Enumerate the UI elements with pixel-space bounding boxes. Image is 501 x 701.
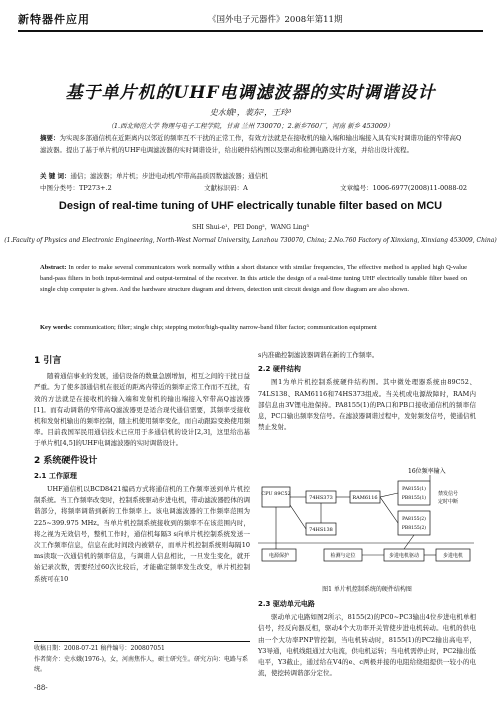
io2-a-label: PA8155(2)	[402, 517, 426, 522]
article-number: 文章编号：1006-6977(2008)11-0088-02	[340, 184, 467, 192]
abstract-cn-label: 摘要：	[40, 134, 60, 142]
keywords-en-label: Key words:	[40, 324, 72, 331]
motor-label: 步进电机	[442, 553, 464, 559]
fig-label-input: 16位频率输入	[408, 468, 446, 475]
received-date: 收稿日期：2008-07-21 稿件编号：200807051	[34, 645, 165, 652]
right-column	[258, 350, 476, 433]
section-name: 新特器件应用	[18, 13, 90, 26]
author-bio: 作者简介：史水娥(1976-)，女，河南焦作人，硕士研究生。研究方向：电路与系统。	[34, 655, 248, 673]
left-column	[34, 350, 250, 585]
side-label-2: 定时中断	[438, 499, 459, 505]
section-2-3-text: 驱动单元电路如图2所示，8155(2)的PC0~PC3输出4位步进电机单相信号，经反向器反相，驱动4个大功率开关管使步进电机转动。电机的供电由一个大功率PNP管控制，当电机转动时，8155(1)的PC2输出高电平，Y3导通，电机线组通过大电流，供电机运转；当电机需停止时，PC2输出低电平，Y3截止，通过给在V4的e、c两极并接的电阻给绕组提供一较小的电流，使挖转调谐部分定位。	[258, 613, 476, 678]
io1-b-label: PB8155(1)	[401, 496, 427, 501]
journal-name: 《国外电子元器件》2008年第11期	[208, 15, 343, 25]
figure-caption: 图1 单片机控制系统的硬件结构图	[322, 586, 412, 593]
title-en: Design of real-time tuning of UHF electrically tunable filter based on MCU	[58, 200, 443, 212]
keywords-cn	[40, 170, 467, 182]
power-label: 电源保护	[268, 553, 290, 559]
latch-label: 74HS373	[309, 495, 333, 501]
section-2-3-heading: 2.3 驱动单元电路	[258, 600, 315, 608]
driver-label: 步进电机驱动	[388, 553, 420, 559]
section-1-heading: 1 引言	[34, 356, 62, 366]
page-number: -88-	[34, 684, 48, 692]
class-number: 中图分类号：TP273+.2	[40, 184, 112, 192]
affiliation-en: (1.Faculty of Physics and Electronic Engineering, North-West Normal University, Lanzhou 730070, China; 2.No.760 Factory of Xinxiang, Xinxiang 453009, China)	[4, 237, 497, 244]
decoder-label: 74HS138	[309, 527, 333, 533]
running-header	[18, 8, 483, 32]
footnotes	[34, 641, 250, 676]
authors: 史水娥¹，裴东²，王玲³	[209, 108, 292, 117]
hardware-structure-figure	[258, 465, 476, 580]
connection-lines	[258, 475, 474, 555]
io2-b-label: PB8155(2)	[401, 526, 427, 531]
affiliation: （1.西北师范大学 物理与电子工程学院，甘肃 兰州 730070；2.新乡760厂，河南 新乡 453009）	[107, 122, 394, 130]
ram-label: RAM6116	[352, 495, 378, 501]
keywords-cn-label: 关 键 词：	[40, 172, 71, 180]
section-2-2-text: 图1为单片机控制系统硬件结构图。其中微处理器系统由89C52、74LS138、RAM6116和74HS373组成。当关机或电源故障时，RAM内部信息由3V锂电池保持。PA8155(1)的PA口和PB口接收通信机的频率信息，PC口输出频率发信号。在滤波器调谐过程中，发射频发信号，使通信机禁止发射。	[258, 378, 476, 432]
keywords-en	[40, 322, 467, 333]
abstract-cn	[40, 132, 467, 156]
io1-block	[398, 481, 430, 505]
authors-en: SHI Shui-e¹，PEI Dong²，WANG Ling³	[192, 224, 309, 231]
abstract-en-label: Abstract:	[40, 264, 67, 271]
paper-title: 基于单片机的UHF电调滤波器的实时调谐设计	[65, 83, 436, 103]
side-label-1: 禁发信号	[438, 491, 459, 497]
detect-label: 检测与定位	[330, 553, 356, 559]
keywords-cn-text: 通信；滤波器；单片机；步进电动机/窄带高品质因数滤波器；通信机	[70, 172, 268, 180]
section-2-heading: 2 系统硬件设计	[34, 455, 98, 466]
io2-block	[398, 511, 430, 535]
abstract-cn-text: 为实现多部通信机在近距离内以邻近的频率互不干扰的正常工作，有效方法就是在接收机的输入端和输出端接入具有实时调谐功能的窄带高Q滤波器。提出了基于单片机的UHF电调滤波器的实时调谐设计，给出硬件结构图以及驱动和检测电路设计方案，并给出设计流程。	[40, 134, 462, 154]
abstract-en-text: In order to make several communicators work normally within a short distance with similar frequencies, The effective method is applied high Q-value band-pass filters in both input-terminal and output-terminal of the receiver. In this article the design of a real-time tuning UHF electrically tunable filter based on single chip computer is given. And the hardware structure diagram and drivers, detection unit circuit design and flow diagram are also shown.	[40, 264, 468, 293]
section-2-1-text: UHF通信机以BCD8421编码方式将通信机的工作频率送到单片机控制系统。当工作频率改变时，控制系统驱动步进电机，带动滤波器腔体的调谐部分，将频率调谐到新的工作频率上。该电调滤波器的工作频率范围为225~399.975 MHz。当单片机控制系统接收到的频率不在该范围内时，将之视为无效信号，整机工作时，通信机每隔3 s向单片机控制系统发送一次工作频率信息，信息在此时间段内被锁存，而单片机控制系统则每隔10 ms读取一次通信机的频率信息，与调谐人信息相比，一旦发生变化，就开始记录次数，需要经过60次比较后，才能确定频率发生改变，单片机控制系统可在10	[34, 485, 250, 583]
keywords-en-text: communication; filter; single chip; stepping motor/high-quality narrow-band filter factor; communication equipment	[73, 324, 377, 331]
section-2-1-heading: 2.1 工作原理	[34, 471, 77, 480]
io1-a-label: PA8155(1)	[402, 487, 426, 492]
continued-text: s内准确控制滤波器调谐在新的工作频率。	[258, 351, 379, 359]
classification-row	[40, 183, 467, 192]
cpu-block	[262, 487, 290, 507]
abstract-en	[40, 262, 467, 295]
doc-code: 文献标识码：A	[204, 184, 248, 192]
cpu-label: CPU 89C52	[261, 491, 291, 497]
section-1-text: 随着通信事业的发展，通信设备的数量急剧增加，相互之间的干扰日益严重。为了使多部通信机在很近的距离内带近的频率正常工作而不互扰，有效的方法就是在接收机的输入端和发射机的输出端接入窄带高Q滤波器[1]。而有动调谐的窄带高Q滤波器更是适合现代通信需要，其频率受接收机和发射机输出的频率控制，随主机使用频率变化，而自动跟踪变换使用频率。目前我国军民用通信技术已应用于多通信机的设计[2,3]，这里给出基于单片机[4,5]的UHF电调滤波器的实时调谐设计。	[34, 372, 250, 448]
right-column-lower	[258, 596, 476, 679]
section-2-2-heading: 2.2 硬件结构	[258, 365, 301, 374]
